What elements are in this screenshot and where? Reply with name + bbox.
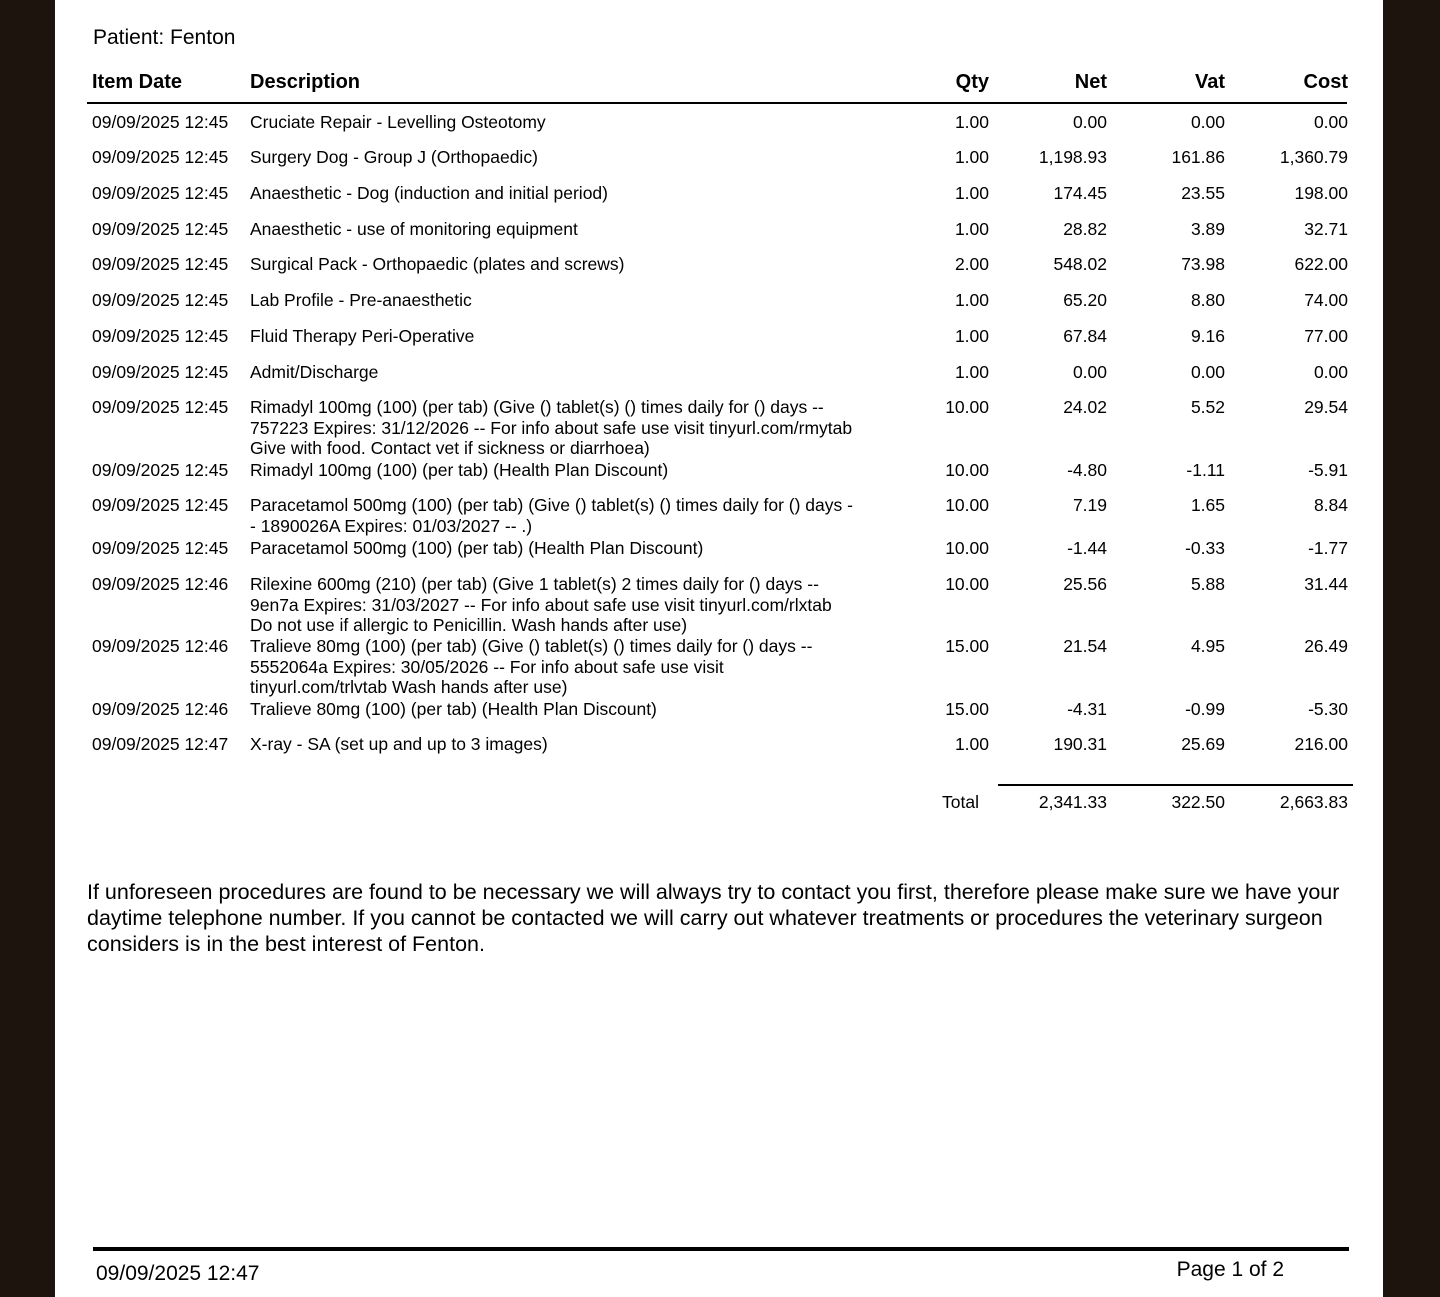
item-cost: 32.71 xyxy=(1304,219,1348,239)
item-net: -4.80 xyxy=(1067,460,1107,480)
item-cost: 0.00 xyxy=(1313,362,1348,382)
item-net: 21.54 xyxy=(1063,636,1107,656)
item-qty: 1.00 xyxy=(954,326,989,346)
item-description: Lab Profile - Pre-anaesthetic xyxy=(250,290,472,310)
item-description: X-ray - SA (set up and up to 3 images) xyxy=(250,734,548,754)
item-description: Tralieve 80mg (100) (per tab) (Give () tablet(s) () times daily for () days -- 5552064a Expires: 30/05/2026 -- For info about safe use visit tinyurl.com/trlvtab Wash hands after use) xyxy=(250,636,813,697)
total-cost: 2,663.83 xyxy=(1279,792,1348,812)
item-cost: -1.77 xyxy=(1308,538,1348,558)
item-date: 09/09/2025 12:45 xyxy=(92,254,229,274)
item-net: 548.02 xyxy=(1053,254,1107,274)
item-cost: -5.91 xyxy=(1308,460,1348,480)
item-net: -1.44 xyxy=(1067,538,1107,558)
total-divider xyxy=(998,784,1353,786)
page-number: Page 1 of 2 xyxy=(1176,1258,1284,1281)
item-net: 65.20 xyxy=(1063,290,1107,310)
item-net: 7.19 xyxy=(1072,495,1107,515)
item-vat: 5.52 xyxy=(1190,397,1225,417)
item-vat: 0.00 xyxy=(1190,112,1225,132)
item-description: Anaesthetic - Dog (induction and initial period) xyxy=(250,183,608,203)
item-qty: 1.00 xyxy=(954,290,989,310)
item-date: 09/09/2025 12:47 xyxy=(92,734,229,754)
header-qty: Qty xyxy=(955,71,989,93)
item-description: Paracetamol 500mg (100) (per tab) (Give () tablet(s) () times daily for () days -- 1890026A Expires: 01/03/2027 -- .) xyxy=(250,495,853,536)
item-cost: 29.54 xyxy=(1304,397,1348,417)
item-qty: 1.00 xyxy=(954,183,989,203)
footer-divider xyxy=(93,1247,1349,1251)
item-net: 174.45 xyxy=(1053,183,1107,203)
item-cost: 622.00 xyxy=(1294,254,1348,274)
header-net: Net xyxy=(1074,71,1107,93)
item-net: 24.02 xyxy=(1063,397,1107,417)
item-date: 09/09/2025 12:45 xyxy=(92,112,229,132)
item-cost: 26.49 xyxy=(1304,636,1348,656)
item-date: 09/09/2025 12:45 xyxy=(92,290,229,310)
item-vat: 161.86 xyxy=(1171,147,1225,167)
item-cost: 216.00 xyxy=(1294,734,1348,754)
item-description: Rilexine 600mg (210) (per tab) (Give 1 tablet(s) 2 times daily for () days -- 9en7a Expires: 31/03/2027 -- For info about safe use visit tinyurl.com/rlxtab Do not use if allergic to Penicillin. Wash hands after use) xyxy=(250,574,832,635)
item-net: 190.31 xyxy=(1053,734,1107,754)
item-vat: 1.65 xyxy=(1190,495,1225,515)
item-description: Rimadyl 100mg (100) (per tab) (Health Plan Discount) xyxy=(250,460,669,480)
item-date: 09/09/2025 12:45 xyxy=(92,219,229,239)
item-description: Tralieve 80mg (100) (per tab) (Health Plan Discount) xyxy=(250,699,657,719)
item-date: 09/09/2025 12:45 xyxy=(92,538,229,558)
item-qty: 10.00 xyxy=(945,574,989,594)
item-description: Admit/Discharge xyxy=(250,362,379,382)
item-date: 09/09/2025 12:45 xyxy=(92,495,229,515)
item-qty: 10.00 xyxy=(945,460,989,480)
item-description: Cruciate Repair - Levelling Osteotomy xyxy=(250,112,546,132)
item-vat: -0.99 xyxy=(1185,699,1225,719)
item-cost: 198.00 xyxy=(1294,183,1348,203)
item-net: 67.84 xyxy=(1063,326,1107,346)
header-cost: Cost xyxy=(1303,71,1348,93)
item-vat: 0.00 xyxy=(1190,362,1225,382)
item-net: 0.00 xyxy=(1072,112,1107,132)
item-net: 25.56 xyxy=(1063,574,1107,594)
item-qty: 1.00 xyxy=(954,112,989,132)
item-cost: 0.00 xyxy=(1313,112,1348,132)
item-net: 1,198.93 xyxy=(1038,147,1107,167)
header-divider xyxy=(87,102,1347,104)
item-vat: -1.11 xyxy=(1186,460,1225,480)
item-qty: 15.00 xyxy=(945,636,989,656)
item-description: Paracetamol 500mg (100) (per tab) (Health Plan Discount) xyxy=(250,538,704,558)
item-vat: 8.80 xyxy=(1190,290,1225,310)
item-date: 09/09/2025 12:45 xyxy=(92,326,229,346)
item-cost: -5.30 xyxy=(1308,699,1348,719)
item-date: 09/09/2025 12:45 xyxy=(92,460,229,480)
item-qty: 1.00 xyxy=(954,734,989,754)
item-description: Anaesthetic - use of monitoring equipment xyxy=(250,219,578,239)
item-net: 0.00 xyxy=(1072,362,1107,382)
item-cost: 77.00 xyxy=(1304,326,1348,346)
item-date: 09/09/2025 12:45 xyxy=(92,397,229,417)
item-qty: 2.00 xyxy=(954,254,989,274)
item-cost: 8.84 xyxy=(1313,495,1348,515)
item-vat: -0.33 xyxy=(1185,538,1225,558)
total-label: Total xyxy=(942,792,979,812)
item-date: 09/09/2025 12:45 xyxy=(92,147,229,167)
footer-date: 09/09/2025 12:47 xyxy=(96,1262,260,1285)
item-date: 09/09/2025 12:45 xyxy=(92,183,229,203)
item-vat: 23.55 xyxy=(1181,183,1225,203)
item-vat: 4.95 xyxy=(1190,636,1225,656)
item-net: 28.82 xyxy=(1063,219,1107,239)
document-page xyxy=(55,0,1383,1297)
item-cost: 1,360.79 xyxy=(1279,147,1348,167)
item-date: 09/09/2025 12:45 xyxy=(92,362,229,382)
item-qty: 10.00 xyxy=(945,397,989,417)
total-net: 2,341.33 xyxy=(1038,792,1107,812)
item-vat: 73.98 xyxy=(1181,254,1225,274)
item-net: -4.31 xyxy=(1067,699,1107,719)
header-item-date: Item Date xyxy=(92,71,183,93)
item-cost: 74.00 xyxy=(1304,290,1348,310)
item-qty: 10.00 xyxy=(945,538,989,558)
item-cost: 31.44 xyxy=(1304,574,1348,594)
item-qty: 1.00 xyxy=(954,362,989,382)
item-description: Fluid Therapy Peri-Operative xyxy=(250,326,475,346)
item-date: 09/09/2025 12:46 xyxy=(92,574,229,594)
item-description: Rimadyl 100mg (100) (per tab) (Give () tablet(s) () times daily for () days -- 757223 Expires: 31/12/2026 -- For info about safe use visit tinyurl.com/rmytab Give with food. Contact vet if sickness or diarrhoea) xyxy=(250,397,853,458)
item-qty: 15.00 xyxy=(945,699,989,719)
item-vat: 3.89 xyxy=(1190,219,1225,239)
patient-name: Patient: Fenton xyxy=(93,26,236,49)
item-vat: 5.88 xyxy=(1190,574,1225,594)
item-qty: 1.00 xyxy=(954,219,989,239)
total-vat: 322.50 xyxy=(1171,792,1225,812)
item-date: 09/09/2025 12:46 xyxy=(92,636,229,656)
item-description: Surgery Dog - Group J (Orthopaedic) xyxy=(250,147,538,167)
header-vat: Vat xyxy=(1194,71,1225,93)
header-description: Description xyxy=(250,71,361,93)
item-qty: 1.00 xyxy=(954,147,989,167)
item-description: Surgical Pack - Orthopaedic (plates and screws) xyxy=(250,254,625,274)
item-date: 09/09/2025 12:46 xyxy=(92,699,229,719)
item-vat: 9.16 xyxy=(1190,326,1225,346)
consent-note: If unforeseen procedures are found to be necessary we will always try to contact you first, therefore please make sure we have your daytime telephone number. If you cannot be contacted we will carry out whatever treatments or procedures the veterinary surgeon considers is in the best interest of Fenton. xyxy=(87,880,1340,956)
item-qty: 10.00 xyxy=(945,495,989,515)
item-vat: 25.69 xyxy=(1181,734,1225,754)
